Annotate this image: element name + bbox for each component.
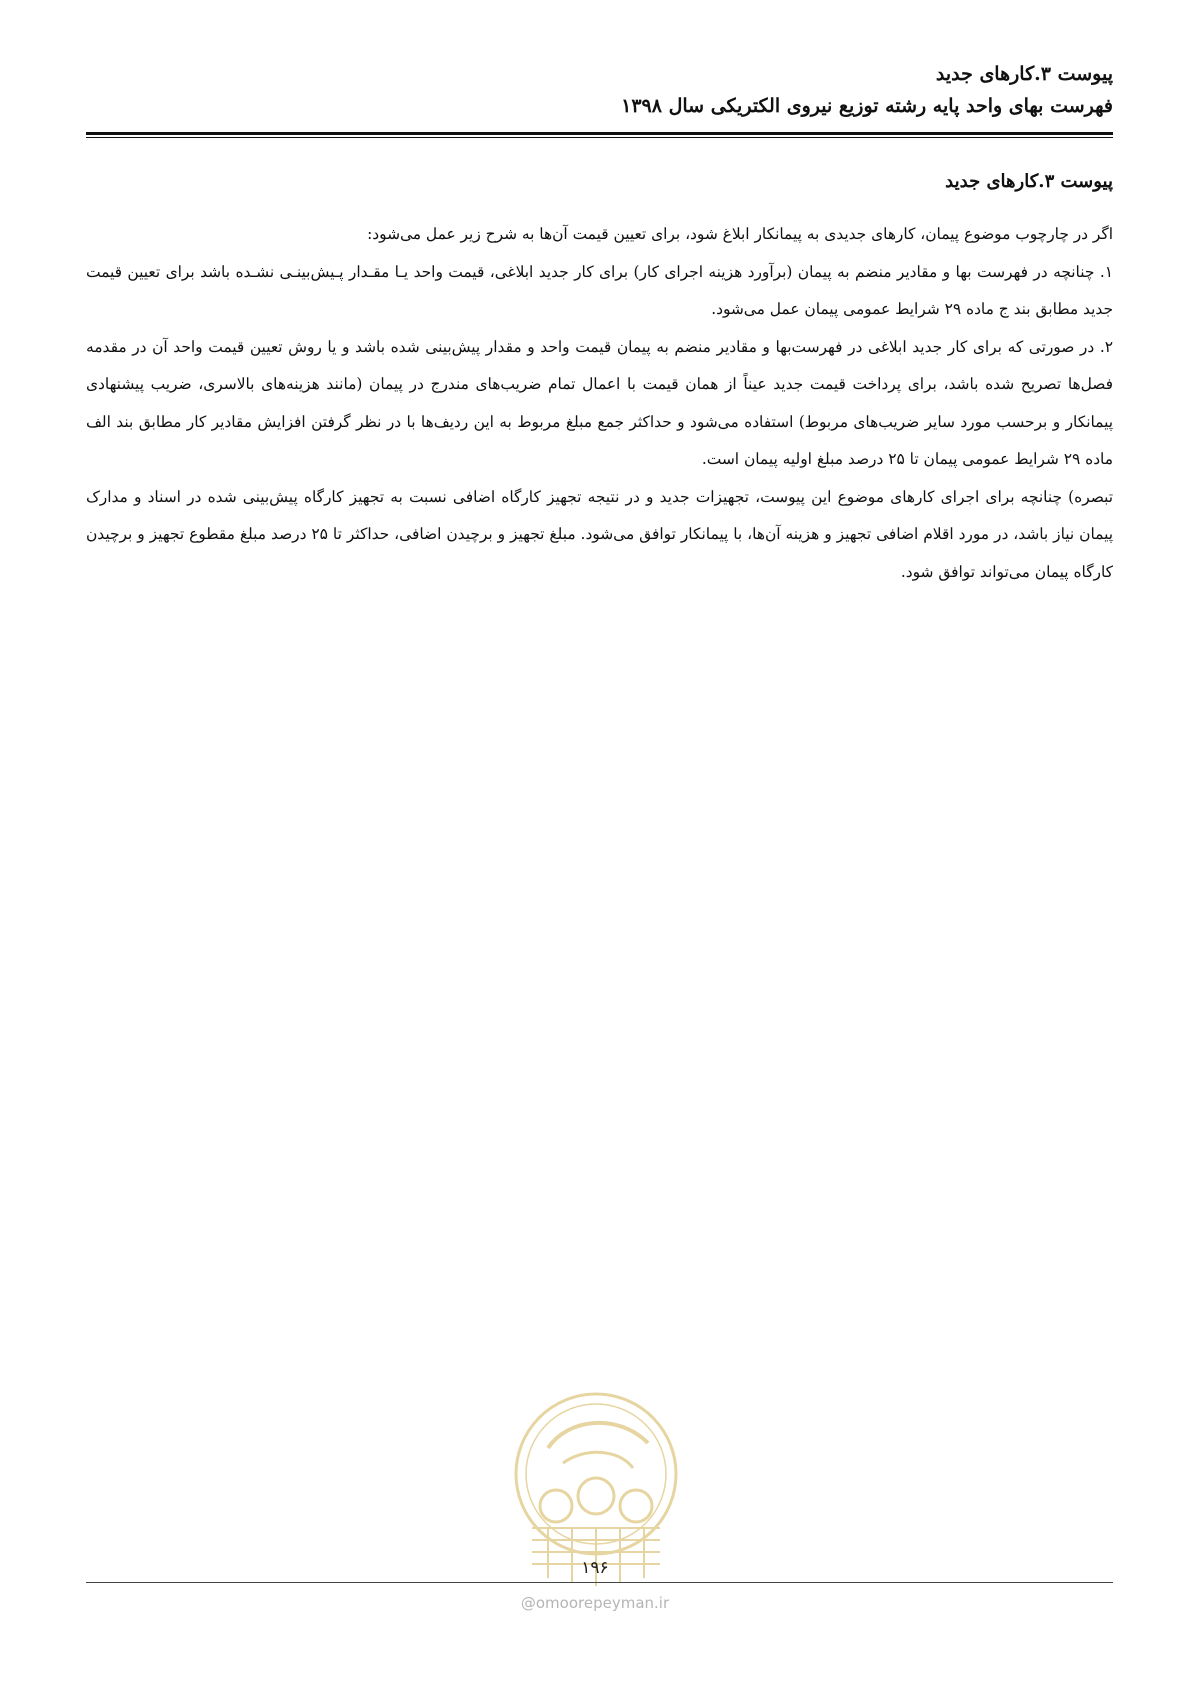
section-title: پیوست ۳.کارهای جدید (945, 171, 1113, 192)
page-number: ۱۹۶ (581, 1558, 609, 1578)
intro-paragraph: اگر در چارچوب موضوع پیمان، کارهای جدیدی به پیمانکار ابلاغ شود، برای تعیین قیمت آن‌ها به شرح زیر عمل می‌شود: (367, 225, 1113, 243)
header-document-title: فهرست بهای واحد پایه رشته توزیع نیروی الکتریکی سال ۱۳۹۸ (621, 95, 1113, 117)
clause-1-paragraph: ۱. چنانچه در فهرست بها و مقادیر منضم به پیمان (برآورد هزینه اجرای کار) برای کار جدید ابلاغی، قیمت واحد یـا مقـدار پـیش‌بینـی نشـده باشد برای تعیین قیمت جدید مطابق بند ج ماده ۲۹ شرایط عمومی پیمان عمل می‌شود. (86, 262, 1113, 318)
header-rule-thin (86, 137, 1113, 138)
clause-2-paragraph: ۲. در صورتی که برای کار جدید ابلاغی در فهرست‌بها و مقادیر منضم به پیمان قیمت واحد و مقدار پیش‌بینی شده باشد و یا روش تعیین قیمت واحد آن در مقدمه فصل‌ها تصریح شده باشد، برای پرداخت قیمت جدید عیناً از همان قیمت با اعمال تمام ضریب‌های مندرج در پیمان (مانند هزینه‌های بالاسری، ضریب پیشنهادی پیمانکار و برحسب مورد سایر ضریب‌های مربوط) استفاده می‌شود و حداکثر جمع مبلغ مربوط به این ردیف‌ها با در نظر گرفتن افزایش مقادیر کار مطابق بند الف ماده ۲۹ شرایط عمومی پیمان تا ۲۵ درصد مبلغ اولیه پیمان است. (86, 337, 1113, 468)
page-body (86, 168, 1113, 591)
page-header (86, 58, 1113, 122)
note-paragraph: تبصره) چنانچه برای اجرای کارهای موضوع این پیوست، تجهیزات جدید و در نتیجه تجهیز کارگاه اضافی نسبت به تجهیز کارگاه پیش‌بینی شده در اسناد و مدارک پیمان نیاز باشد، در مورد اقلام اضافی تجهیز و هزینه آن‌ها، با پیمانکار توافق می‌شود. مبلغ تجهیز و برچیدن اضافی، حداکثر تا ۲۵ درصد مبلغ مقطوع تجهیز و برچیدن کارگاه پیمان می‌تواند توافق شود. (86, 487, 1113, 581)
footer-website: @omoorepeyman.ir (520, 1594, 670, 1612)
header-rule-thick (86, 132, 1113, 135)
header-appendix-title: پیوست ۳.کارهای جدید (935, 63, 1113, 85)
footer-rule (86, 1582, 1113, 1583)
